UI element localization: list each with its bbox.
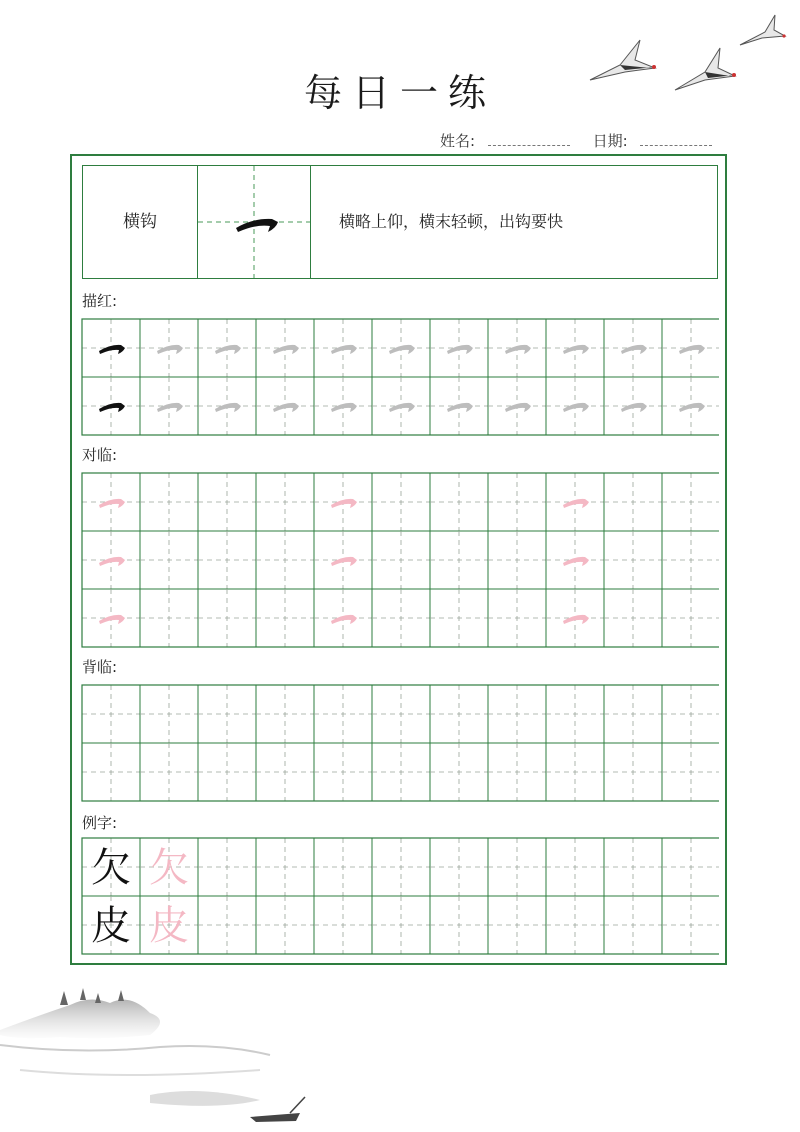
copy-grid — [81, 472, 719, 648]
copy-hint-glyph — [563, 557, 589, 566]
model-stroke-glyph — [99, 403, 125, 412]
trace-stroke-glyph — [505, 345, 531, 354]
example-char-trace: 欠 — [149, 845, 189, 891]
copy-hint-glyph — [99, 557, 125, 566]
trace-grid — [81, 318, 719, 436]
recall-practice-grid[interactable] — [81, 684, 719, 802]
stroke-demo-cell — [197, 166, 311, 278]
page-title: 每日一练 — [303, 71, 496, 115]
recall-grid — [81, 684, 719, 802]
stroke-demo-glyph — [198, 166, 310, 278]
trace-stroke-glyph — [331, 403, 357, 412]
section-recall-label: 背临: — [82, 658, 118, 676]
trace-stroke-glyph — [621, 345, 647, 354]
trace-stroke-glyph — [505, 403, 531, 412]
trace-stroke-glyph — [157, 403, 183, 412]
trace-stroke-glyph — [389, 345, 415, 354]
copy-hint-glyph — [99, 615, 125, 624]
trace-practice-grid[interactable] — [81, 318, 719, 436]
trace-stroke-glyph — [157, 345, 183, 354]
section-examples-label: 例字: — [82, 814, 118, 832]
trace-stroke-glyph — [215, 345, 241, 354]
stroke-info-box — [82, 165, 718, 279]
trace-stroke-glyph — [563, 345, 589, 354]
copy-hint-glyph — [563, 615, 589, 624]
trace-stroke-glyph — [273, 403, 299, 412]
section-trace-label: 描红: — [82, 292, 118, 310]
copy-hint-glyph — [563, 499, 589, 508]
name-label: 姓名: — [440, 132, 476, 150]
stroke-name: 横钩 — [123, 212, 157, 232]
trace-stroke-glyph — [447, 403, 473, 412]
ink-landscape-illustration — [0, 985, 330, 1132]
trace-stroke-glyph — [273, 345, 299, 354]
model-stroke-glyph — [99, 345, 125, 354]
trace-stroke-glyph — [621, 403, 647, 412]
name-date-line — [440, 130, 712, 151]
trace-stroke-glyph — [679, 403, 705, 412]
copy-hint-glyph — [99, 499, 125, 508]
copy-hint-glyph — [331, 615, 357, 624]
trace-stroke-glyph — [563, 403, 589, 412]
name-field[interactable] — [488, 137, 570, 146]
trace-stroke-glyph — [331, 345, 357, 354]
trace-stroke-glyph — [389, 403, 415, 412]
example-char-trace: 皮 — [149, 903, 189, 949]
section-copy-label: 对临: — [82, 446, 118, 464]
example-char: 皮 — [91, 903, 131, 949]
trace-stroke-glyph — [679, 345, 705, 354]
examples-grid — [81, 837, 719, 955]
example-char: 欠 — [91, 845, 131, 891]
copy-hint-glyph — [331, 557, 357, 566]
crane-illustration — [580, 10, 790, 100]
trace-stroke-glyph — [215, 403, 241, 412]
stroke-description: 横略上仰，横末轻顿，出钩要快 — [339, 212, 564, 231]
date-label: 日期: — [592, 132, 628, 150]
copy-practice-grid[interactable] — [81, 472, 719, 648]
example-chars-grid[interactable] — [81, 837, 719, 955]
date-field[interactable] — [640, 137, 712, 146]
copy-hint-glyph — [331, 499, 357, 508]
trace-stroke-glyph — [447, 345, 473, 354]
